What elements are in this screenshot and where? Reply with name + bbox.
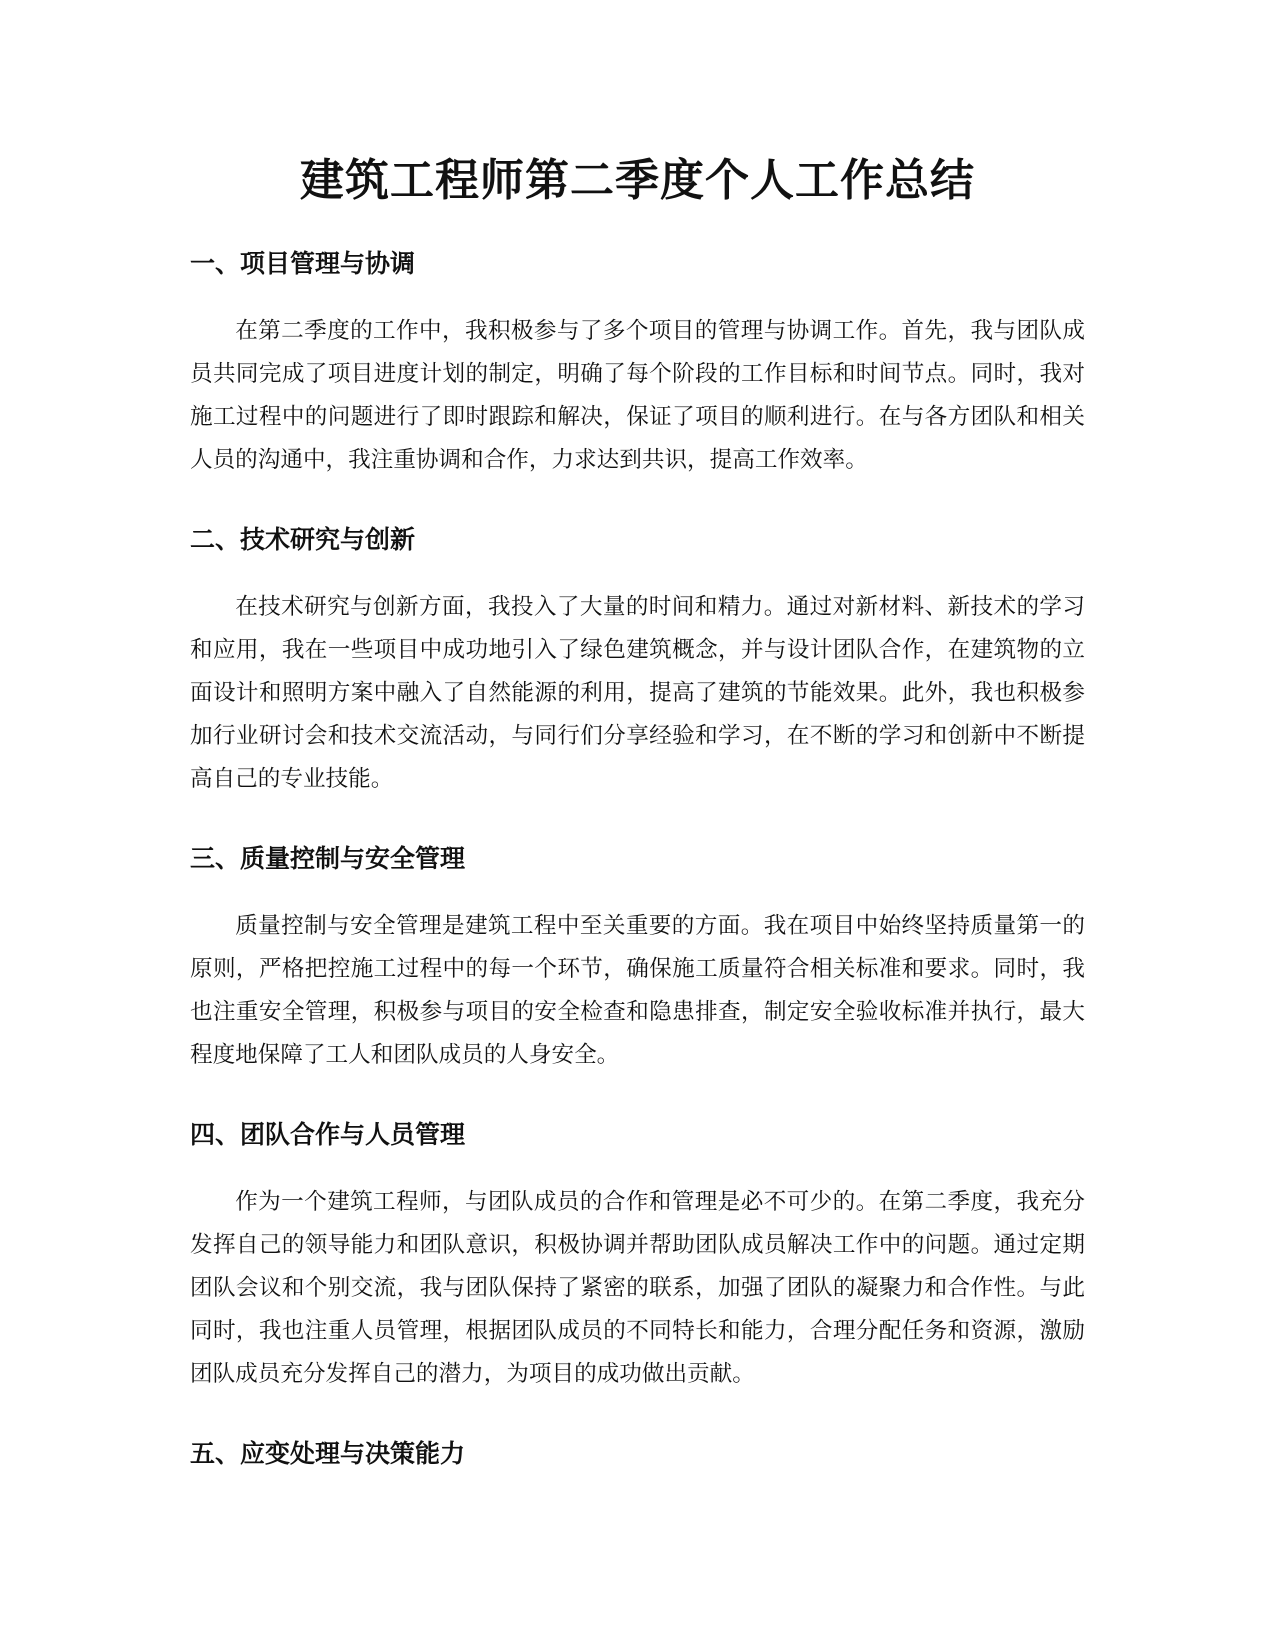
section-heading: 五、应变处理与决策能力	[190, 1439, 466, 1468]
section-paragraph: 质量控制与安全管理是建筑工程中至关重要的方面。我在项目中始终坚持质量第一的原则，严格把控施工过程中的每一个环节，确保施工质量符合相关标准和要求。同时，我也注重安全管理，积极参与项目的安全检查和隐患排查，制定安全验收标准并执行，最大程度地保障了工人和团队成员的人身安全。	[190, 913, 1085, 1068]
section-decision-making	[190, 1436, 1085, 1472]
section-team-management	[190, 1117, 1085, 1396]
section-heading: 一、项目管理与协调	[190, 249, 416, 278]
section-paragraph: 在技术研究与创新方面，我投入了大量的时间和精力。通过对新材料、新技术的学习和应用，我在一些项目中成功地引入了绿色建筑概念，并与设计团队合作，在建筑物的立面设计和照明方案中融入了自然能源的利用，提高了建筑的节能效果。此外，我也积极参加行业研讨会和技术交流活动，与同行们分享经验和学习，在不断的学习和创新中不断提高自己的专业技能。	[190, 594, 1085, 792]
section-technical-research	[190, 522, 1085, 801]
section-heading: 四、团队合作与人员管理	[190, 1120, 466, 1149]
section-project-management	[190, 246, 1085, 482]
section-heading: 三、质量控制与安全管理	[190, 844, 466, 873]
section-paragraph: 在第二季度的工作中，我积极参与了多个项目的管理与协调工作。首先，我与团队成员共同完成了项目进度计划的制定，明确了每个阶段的工作目标和时间节点。同时，我对施工过程中的问题进行了即时跟踪和解决，保证了项目的顺利进行。在与各方团队和相关人员的沟通中，我注重协调和合作，力求达到共识，提高工作效率。	[190, 318, 1085, 473]
section-paragraph: 作为一个建筑工程师，与团队成员的合作和管理是必不可少的。在第二季度，我充分发挥自己的领导能力和团队意识，积极协调并帮助团队成员解决工作中的问题。通过定期团队会议和个别交流，我与团队保持了紧密的联系，加强了团队的凝聚力和合作性。与此同时，我也注重人员管理，根据团队成员的不同特长和能力，合理分配任务和资源，激励团队成员充分发挥自己的潜力，为项目的成功做出贡献。	[190, 1189, 1085, 1387]
section-heading: 二、技术研究与创新	[190, 525, 416, 554]
document-title: 建筑工程师第二季度个人工作总结	[300, 155, 975, 206]
section-quality-safety	[190, 841, 1085, 1077]
